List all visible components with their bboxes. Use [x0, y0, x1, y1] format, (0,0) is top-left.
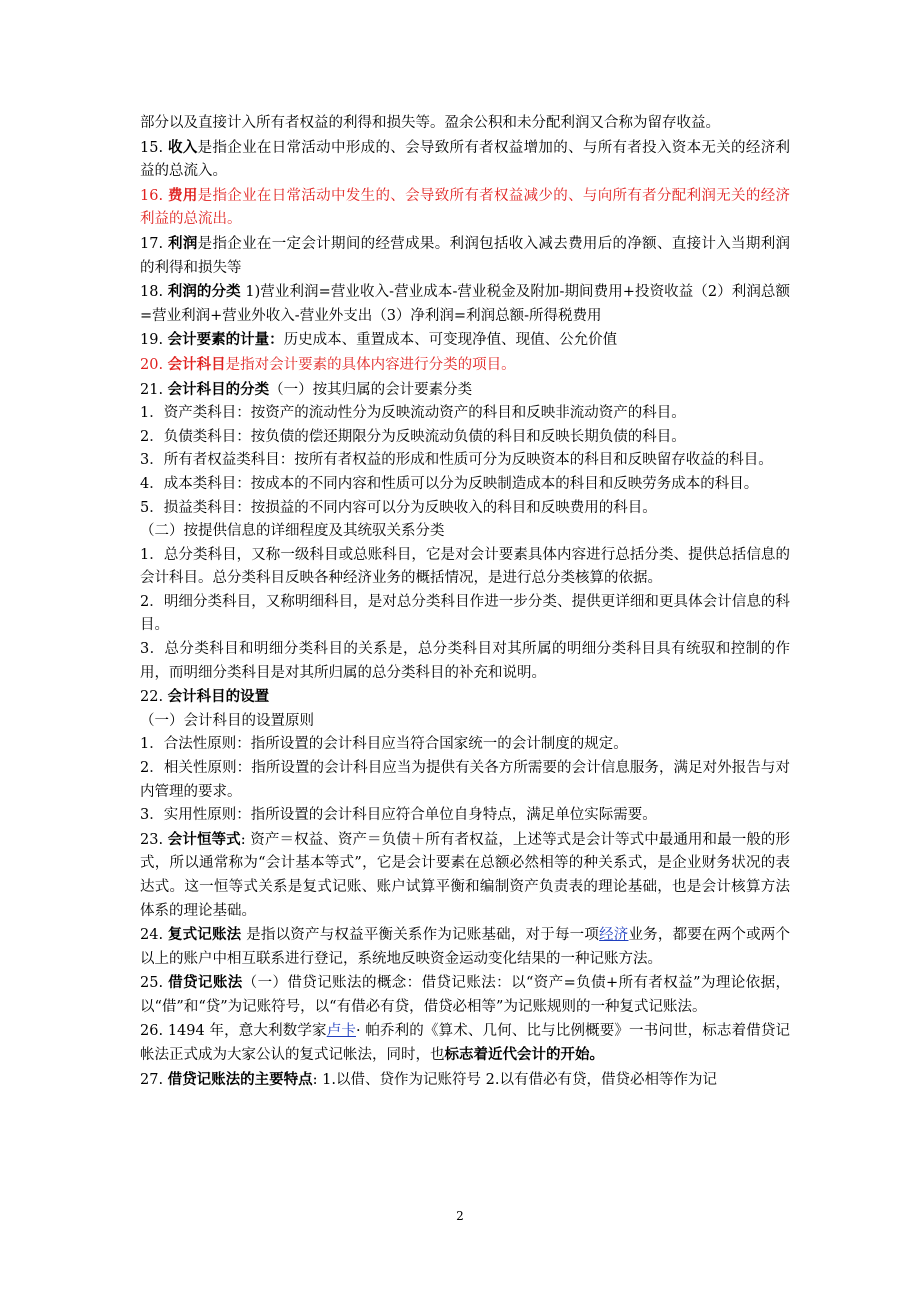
item-number: 24.: [140, 927, 168, 944]
item-text: 是指对会计要素的具体内容进行分类的项目。: [225, 356, 516, 373]
item-text: 1494 年，意大利数学家: [167, 1022, 327, 1039]
emphasis-modern-accounting: 标志着近代会计的开始。: [444, 1046, 604, 1064]
list-item-general-ledger-subjects: 1．总分类科目，又称一级科目或总账科目，它是对会计要素具体内容进行总括分类、提供总括信息的会计科目。总分类科目反映各种经济业务的概括情况，是进行总分类核算的依据。: [140, 546, 790, 587]
page-number: 2: [456, 1209, 464, 1223]
item-22-subject-setup: [140, 685, 790, 710]
term-measurement: 会计要素的计量：: [167, 331, 284, 349]
subsection-heading-detail-level: （二）按提供信息的详细程度及其统驭关系分类: [140, 523, 445, 540]
list-item-relevance-principle: 2．相关性原则：指所设置的会计科目应当为提供有关各方所需要的会计信息服务，满足对外报告与对内管理的要求。: [140, 760, 790, 800]
term-profit-classification: 利润的分类: [167, 283, 241, 301]
list-item-profit-loss-subjects: 5．损益类科目：按损益的不同内容可以分为反映收入的科目和反映费用的科目。: [140, 499, 657, 516]
item-number: 21.: [140, 381, 168, 398]
item-number: 20.: [140, 356, 168, 373]
term-debit-credit: 借贷记账法: [168, 974, 243, 992]
item-text: : 资产＝权益、资产＝负债＋所有者权益，上述等式是会计等式中最通用和最一般的形式，所以通常称为“会计基本等式”，它是会计要素在总额必然相等的种关系式，是企业财务状况的表达式。这一恒等式关系是复式记账、账户试算平衡和编制资产负责表的理论基础，也是会计核算方法体系的理论基础。: [140, 831, 791, 919]
item-16-expense: [140, 184, 790, 232]
list-item-practicality-principle: 3．实用性原则：指所设置的会计科目应符合单位自身特点，满足单位实际需要。: [140, 807, 657, 824]
item-20-accounting-subject: [140, 353, 790, 378]
list-item-liability-subjects: 2．负债类科目：按负债的偿还期限分为反映流动负债的科目和反映长期负债的科目。: [140, 428, 686, 445]
item-text: 业务，都要在两个或两个以上的账户中相互联系进行登记，系统地反映资金运动变化结果的一种记账方法。: [140, 927, 791, 967]
term-revenue: 收入: [168, 138, 198, 156]
item-24-double-entry: [140, 923, 790, 971]
item-text: （一）按其归属的会计要素分类: [269, 381, 473, 398]
item-number: 16.: [140, 187, 168, 204]
link-luca[interactable]: 卢卡: [326, 1022, 356, 1039]
list-item-legality-principle: 1．合法性原则：指所设置的会计科目应当符合国家统一的会计制度的规定。: [140, 736, 628, 753]
item-text: 是指企业在日常活动中形成的、会导致所有者权益增加的、与所有者投入资本无关的经济利益的总流入。: [140, 139, 791, 180]
list-item-asset-subjects: 1．资产类科目：按资产的流动性分为反映流动资产的科目和反映非流动资产的科目。: [140, 405, 686, 422]
item-text: 是指企业在一定会计期间的经营成果。利润包括收入减去费用后的净额、直接计入当期利润的利得和损失等: [140, 235, 791, 276]
list-item-subject-relationship: 3．总分类科目和明细分类科目的关系是，总分类科目对其所属的明细分类科目具有统驭和控制的作用，而明细分类科目是对其所归属的总分类科目的补充和说明。: [140, 641, 790, 681]
link-economy[interactable]: 经济: [599, 927, 629, 944]
item-text: 历史成本、重置成本、可变现净值、现值、公允价值: [283, 332, 618, 349]
item-17-profit: [140, 232, 790, 280]
term-subject-setup: 会计科目的设置: [167, 688, 270, 706]
item-number: 27.: [140, 1071, 168, 1088]
item-23-accounting-equation: [140, 828, 790, 923]
list-item-equity-subjects: 3．所有者权益类科目：按所有者权益的形成和性质可分为反映资本的科目和反映留存收益的科目。: [140, 452, 773, 469]
term-accounting-equation: 会计恒等式: [167, 830, 241, 848]
term-accounting-subject: 会计科目: [167, 355, 226, 373]
item-21-subject-classification: [140, 378, 790, 403]
item-text: 是指企业在日常活动中发生的、会导致所有者权益减少的、与向所有者分配利润无关的经济利益的总流出。: [140, 187, 791, 228]
term-debit-credit-features: 借贷记账法的主要特点: [167, 1070, 313, 1088]
item-18-profit-classification: [140, 280, 790, 328]
item-text: 1)营业利润=营业收入-营业成本-营业税金及附加-期间费用+投资收益（2）利润总额=营业利润+营业外收入-营业外支出（3）净利润=利润总额-所得税费用: [140, 284, 791, 324]
item-27-debit-credit-features: [140, 1068, 790, 1093]
item-text: · 帕乔利的《算术、几何、比与比例概要》一书问世，标志着借贷记帐法正式成为大家公认的复式记帐法，同时，也: [140, 1022, 791, 1064]
term-expense: 费用: [168, 186, 198, 204]
term-subject-classification: 会计科目的分类: [167, 380, 270, 398]
item-number: 25.: [140, 975, 169, 992]
item-number: 23.: [140, 831, 168, 848]
subsection-heading-setup-principles: （一）会计科目的设置原则: [140, 712, 314, 729]
item-15-revenue: [140, 136, 790, 184]
item-19-measurement: [140, 328, 790, 353]
item-number: 26.: [140, 1022, 168, 1039]
list-item-detail-subjects: 2．明细分类科目，又称明细科目，是对总分类科目作进一步分类、提供更详细和更具体会计信息的科目。: [140, 593, 790, 634]
item-number: 15.: [140, 139, 168, 156]
item-text: 是指以资产与权益平衡关系作为记账基础，对于每一项: [241, 927, 600, 944]
item-number: 17.: [140, 235, 168, 252]
item-26-history: [140, 1020, 790, 1068]
page-content: [140, 112, 790, 1092]
list-item-cost-subjects: 4．成本类科目：按成本的不同内容和性质可以分为反映制造成本的科目和反映劳务成本的科目。: [140, 475, 759, 492]
term-profit: 利润: [168, 234, 198, 252]
term-double-entry: 复式记账法: [167, 926, 242, 944]
item-number: 22.: [140, 689, 168, 706]
item-text: : 1.以借、贷作为记账符号 2.以有借必有贷，借贷必相等作为记: [312, 1071, 717, 1088]
item-text: （一）借贷记账法的概念：借贷记账法：以“资产=负债+所有者权益”为理论依据，以“借”和“贷”为记账符号，以“有借必有贷，借贷必相等”为记账规则的一种复式记账法。: [140, 975, 791, 1015]
item-number: 18.: [140, 284, 168, 301]
item-number: 19.: [140, 332, 168, 349]
item-25-debit-credit: [140, 971, 790, 1019]
paragraph-continuation: 部分以及直接计入所有者权益的利得和损失等。盈余公积和未分配利润又合称为留存收益。: [140, 115, 720, 131]
